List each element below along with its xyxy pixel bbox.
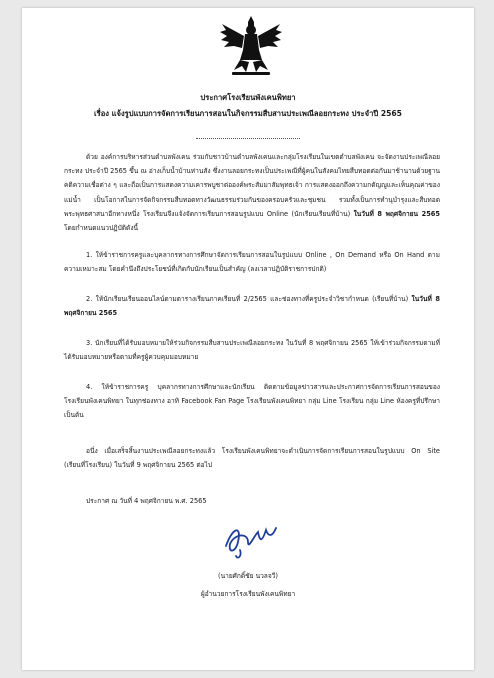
announcement-heading: ประกาศโรงเรียนพังเคนพิทยา <box>200 93 296 102</box>
handwritten-signature-icon <box>218 516 282 562</box>
intro-paragraph <box>64 150 440 235</box>
signatory-name: (นายศักดิ์ชัย นวลจวี) <box>218 572 278 580</box>
document-page <box>22 8 474 670</box>
signatory-position: ผู้อำนวยการโรงเรียนพังเคนพิทยา <box>200 590 296 598</box>
announced-date: ประกาศ ณ วันที่ 4 พฤศจิกายน พ.ศ. 2565 <box>86 497 207 505</box>
guideline-item-3: 3. นักเรียนที่ได้รับมอบหมายให้ร่วมกิจกรรมสืบสานประเพณีลอยกระทง ในวันที่ 8 พฤศจิกายน 2565 ให้เข้าร่วมกิจกรรมตามที่ได้รับมอบหมายหรือตามที่ครูผู้ควบคุมมอบหมาย <box>64 339 440 362</box>
guideline-item-2-date: ในวันที่ 8 พฤศจิกายน 2565 <box>64 295 440 318</box>
guideline-item-2 <box>64 292 440 320</box>
announcement-subject: เรื่อง แจ้งรูปแบบการจัดการเรียนการสอนในกิจกรรมสืบสานประเพณีลอยกระทง ประจำปี 2565 <box>94 109 402 118</box>
intro-date: ในวันที่ 8 พฤศจิกายน 2565 <box>353 209 440 218</box>
guidelines-label: โดยกำหนดแนวปฏิบัติดังนี้ <box>64 224 139 233</box>
guideline-item-2-text: 2. ให้นักเรียนเรียนออนไลน์ตามตารางเรียนภาคเรียนที่ 2/2565 และช่องทางที่ครูประจำวิชากำหนด (เรียนที่บ้าน) <box>86 295 409 303</box>
garuda-emblem-icon <box>218 14 284 76</box>
divider <box>196 138 300 139</box>
guideline-item-1: 1. ให้ข้าราชการครูและบุคลากรทางการศึกษาจัดการเรียนการสอนในรูปแบบ Online , On Demand หรือ On Hand ตามความเหมาะสม โดยคำนึงถึงประโยชน์ที่เกิดกับนักเรียนเป็นสำคัญ (ลงเวลาปฏิบัติราชการปกติ) <box>64 251 440 274</box>
closing-paragraph: อนึ่ง เมื่อเสร็จสิ้นงานประเพณีลอยกระทงแล้ว โรงเรียนพังเคนพิทยาจะดำเนินการจัดการเรียนการสอนในรูปแบบ On Site (เรียนที่โรงเรียน) ในวันที่ 9 พฤศจิกายน 2565 ต่อไป <box>64 447 440 470</box>
intro-text: ด้วย องค์การบริหารส่วนตำบลพังเคน ร่วมกับชาวบ้านตำบลพังเคนและกลุ่มโรงเรียนในเขตตำบลพังเคน จะจัดงานประเพณีลอยกระทง ประจำปี 2565 ขึ้น ณ อ่างเก็บน้ำบ้านห่านสัง ซึ่งงานลอยกระทงเป็นประเพณีที่ผู้คนในสังคมไทยสืบทอดต่อกันมาช้านานด้วยฐานคติความเชื่อต่าง ๆ และถือเป็นการแสดงความเคารพบูชาต่อองค์พระสัมมาสัมพุทธเจ้า การแสดงออกถึงความกตัญญูและเห็นคุณค่าของแม่น้ำ เป็นโอกาสในการจัดกิจกรรมสืบทอดทางวัฒนธรรมร่วมกันของครอบครัวและชุมชน รวมทั้งเป็นการทำนุบำรุงและสืบทอดพระพุทธศาสนาอีกทางหนึ่ง โรงเรียนจึงแจ้งจัดการเรียนการสอนรูปแบบ Online (นักเรียนเรียนที่บ้าน) <box>64 153 440 218</box>
guideline-item-4: 4. ให้ข้าราชการครู บุคลากรทางการศึกษาและนักเรียน ติดตามข้อมูลข่าวสารและประกาศการจัดการเรียนการสอนของโรงเรียนพังเคนพิทยา ในทุกช่องทาง อาทิ Facebook Fan Page โรงเรียนพังเคนพิทยา กลุ่ม Line โรงเรียน กลุ่ม Line ห้องครูที่ปรึกษา เป็นต้น <box>64 383 440 420</box>
